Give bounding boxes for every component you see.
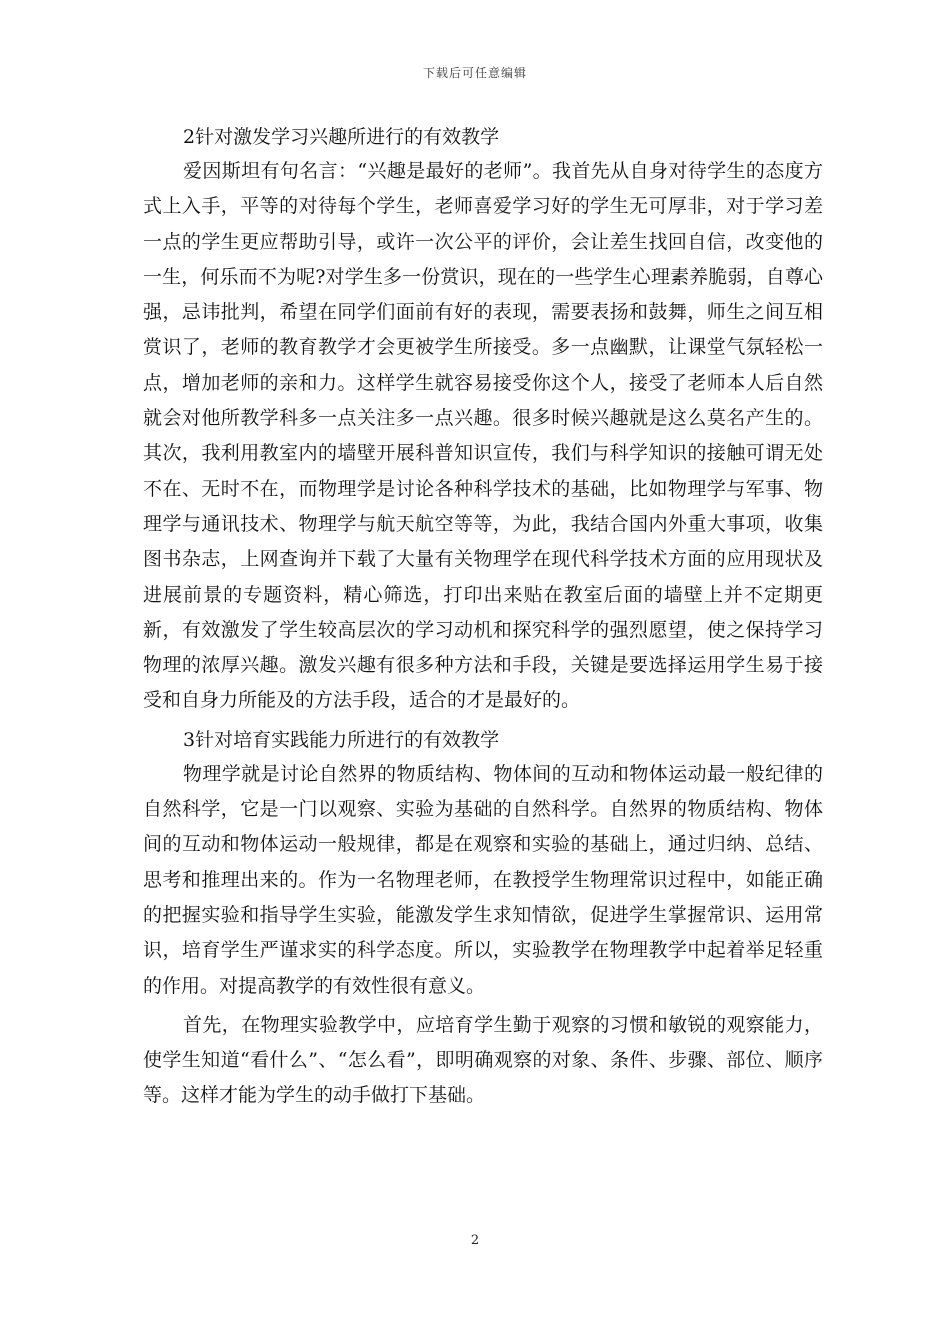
page-number: 2 bbox=[470, 1233, 480, 1248]
document-body bbox=[143, 120, 823, 1114]
running-header: 下载后可任意编辑 bbox=[422, 66, 527, 80]
body-paragraph: 物理学就是讨论自然界的物质结构、物体间的互动和物体运动最一般纪律的自然科学，它是一门以观察、实验为基础的自然科学。自然界的物质结构、物体间的互动和物体运动一般规律，都是在观察和实验的基础上，通过归纳、总结、思考和推理出来的。作为一名物理老师，在教授学生物理常识过程中，如能正确的把握实验和指导学生实验，能激发学生求知情欲，促进学生掌握常识、运用常识，培育学生严谨求实的科学态度。所以，实验教学在物理教学中起着举足轻重的作用。对提高教学的有效性很有意义。 bbox=[143, 762, 823, 997]
section-heading: 2针对激发学习兴趣所进行的有效教学 bbox=[183, 126, 500, 148]
section-heading: 3针对培育实践能力所进行的有效教学 bbox=[183, 728, 500, 751]
body-paragraph: 爱因斯坦有句名言：“兴趣是最好的老师”。我首先从自身对待学生的态度方式上入手，平等的对待每个学生，老师喜爱学习好的学生无可厚非，对于学习差一点的学生更应帮助引导，或许一次公平的评价，会让差生找回自信，改变他的一生，何乐而不为呢?对学生多一份赏识，现在的一些学生心理素养脆弱，自尊心强，忌讳批判，希望在同学们面前有好的表现，需要表扬和鼓舞，师生之间互相赏识了，老师的教育教学才会更被学生所接受。多一点幽默，让课堂气氛轻松一点，增加老师的亲和力。这样学生就容易接受你这个人，接受了老师本人后自然就会对他所教学科多一点关注多一点兴趣。很多时候兴趣就是这么莫名产生的。其次，我利用教室内的墙壁开展科普知识宣传，我们与科学知识的接触可谓无处不在、无时不在，而物理学是讨论各种科学技术的基础，比如物理学与军事、物理学与通讯技术、物理学与航天航空等等，为此，我结合国内外重大事项，收集图书杂志，上网查询并下载了大量有关物理学在现代科学技术方面的应用现状及进展前景的专题资料，精心筛选，打印出来贴在教室后面的墙壁上并不定期更新，有效激发了学生较高层次的学习动机和探究科学的强烈愿望，使之保持学习物理的浓厚兴趣。激发兴趣有很多种方法和手段，关键是要选择运用学生易于接受和自身力所能及的方法手段，适合的才是最好的。 bbox=[143, 160, 823, 712]
body-paragraph: 首先，在物理实验教学中，应培育学生勤于观察的习惯和敏锐的观察能力，使学生知道“看什么”、“怎么看”，即明确观察的对象、条件、步骤、部位、顺序等。这样才能为学生的动手做打下基础。 bbox=[143, 1013, 823, 1107]
